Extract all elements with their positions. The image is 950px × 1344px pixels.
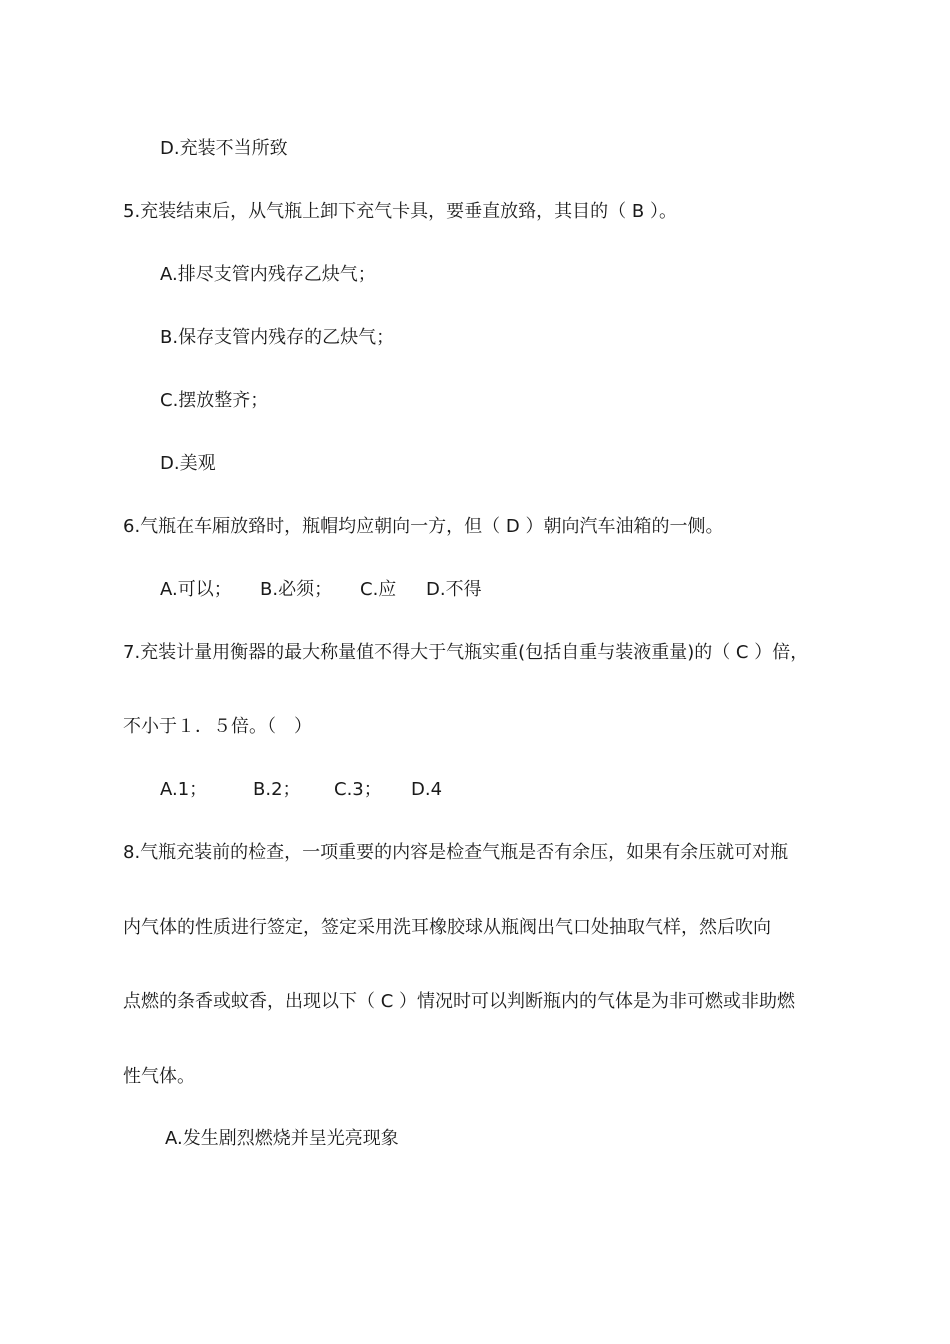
q8-stem-line-4: 性气体。: [123, 1066, 195, 1087]
q8-option-a: A.发生剧烈燃烧并呈光亮现象: [165, 1128, 399, 1149]
q6-option-a: A.可以；: [160, 579, 232, 600]
q8-stem-line-3: 点燃的条香或蚊香，出现以下（ C ）情况时可以判断瓶内的气体是为非可燃或非助燃: [123, 991, 796, 1012]
q6-option-b: B.必须；: [260, 579, 333, 600]
q7-option-c: C.3；: [334, 779, 382, 800]
q7-stem-line-2: 不小于１．５倍。（ ）: [123, 716, 312, 737]
q4-option-d: D.充装不当所致: [160, 138, 288, 159]
q7-option-b: B.2；: [253, 779, 301, 800]
q6-options: [160, 578, 482, 602]
q6-option-d: D.不得: [426, 579, 482, 600]
q7-options: [160, 778, 442, 802]
q5-option-a: A.排尽支管内残存乙炔气；: [160, 264, 376, 285]
q6-stem: 6.气瓶在车厢放臵时，瓶帽均应朝向一方，但（ D ）朝向汽车油箱的一侧。: [123, 516, 724, 537]
q5-option-c: C.摆放整齐；: [160, 390, 269, 411]
q7-stem-line-1: 7.充装计量用衡器的最大称量值不得大于气瓶实重(包括自重与装液重量)的（ C ）倍，: [123, 642, 809, 663]
q5-stem: 5.充装结束后，从气瓶上卸下充气卡具，要垂直放臵，其目的（ B ）。: [123, 201, 677, 222]
q7-option-d: D.4: [411, 779, 443, 800]
q5-option-d: D.美观: [160, 453, 216, 474]
q8-stem-line-1: 8.气瓶充装前的检查，一项重要的内容是检查气瓶是否有余压，如果有余压就可对瓶: [123, 842, 789, 863]
q8-stem-line-2: 内气体的性质进行签定，签定采用洗耳橡胶球从瓶阀出气口处抽取气样，然后吹向: [123, 917, 771, 938]
q6-option-c: C.应: [360, 579, 397, 600]
q5-option-b: B.保存支管内残存的乙炔气；: [160, 327, 395, 348]
q7-option-a: A.1；: [160, 779, 208, 800]
